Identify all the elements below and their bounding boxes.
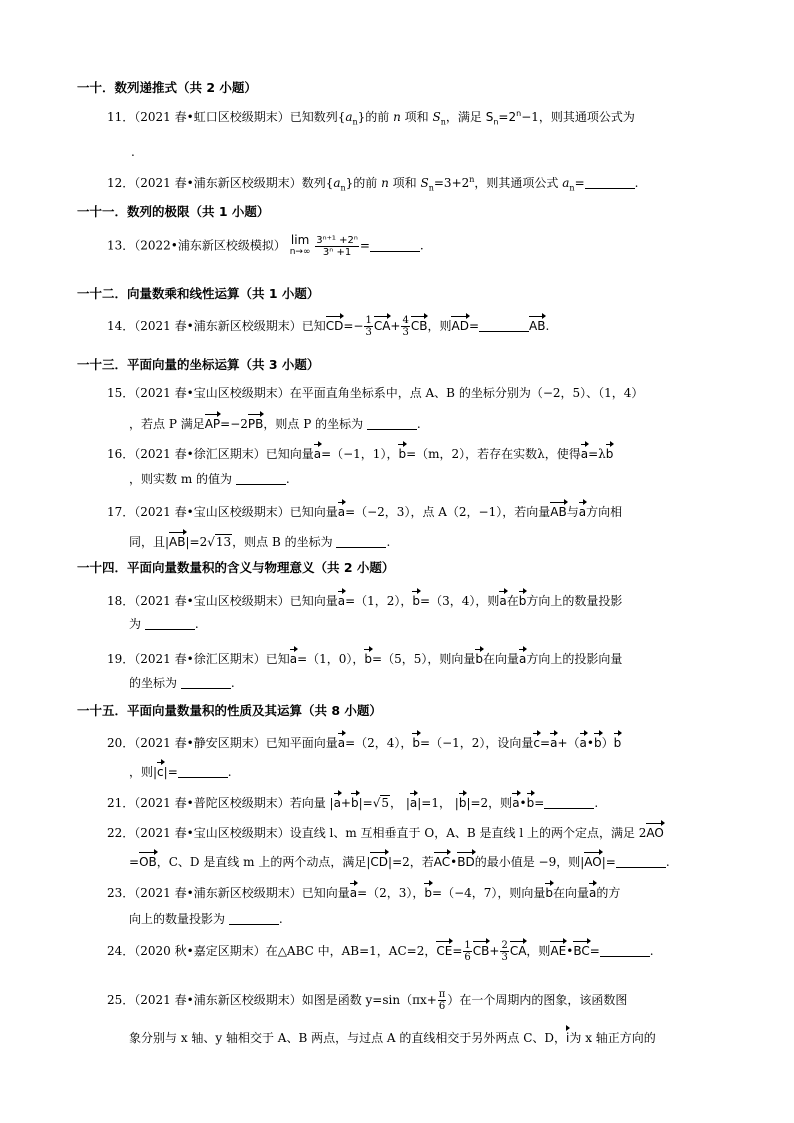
limit-symbol: lim n→∞ xyxy=(289,233,311,257)
answer-blank xyxy=(544,796,594,809)
answer-blank xyxy=(367,417,417,430)
section-title-14: 一十四．平面向量数量积的含义与物理意义（共 2 小题） xyxy=(77,560,395,575)
answer-blank xyxy=(145,617,195,630)
question-19: 19．（2021 春•徐汇区期末）已知a=（1，0），b=（5，5），则向量b在向量a方向上的投影向量 xyxy=(107,647,622,667)
question-22-cont: =OB，C、D 是直线 m 上的两个动点，满足|CD|=2，若AC•BD的最小值是 −9，则|AO|= . xyxy=(129,850,670,870)
question-17-cont: 同，且|AB|=2√13，则点 B 的坐标为 . xyxy=(129,530,390,550)
answer-blank xyxy=(181,676,231,689)
answer-blank xyxy=(370,239,420,252)
question-17: 17．（2021 春•宝山区校级期末）已知向量a=（−2，3），点 A（2，−1），若向量AB与a方向相 xyxy=(107,500,622,520)
answer-blank xyxy=(600,944,650,957)
answer-blank xyxy=(178,765,228,778)
question-16: 16．（2021 春•徐汇区期末）已知向量a=（−1，1），b=（m，2），若存在实数λ，使得a=λb xyxy=(107,442,613,462)
question-18-cont: 为 . xyxy=(129,617,199,631)
section-title-10: 一十．数列递推式（共 2 小题） xyxy=(77,80,257,95)
question-22: 22．（2021 春•宝山区校级期末）设直线 l、m 互相垂直于 O，A、B 是直线 l 上的两个定点，满足 2AO xyxy=(107,821,664,841)
answer-blank xyxy=(236,472,286,485)
question-11-cont: . xyxy=(131,145,135,159)
section-title-11: 一十一．数列的极限（共 1 小题） xyxy=(77,204,270,219)
section-title-15: 一十五．平面向量数量积的性质及其运算（共 8 小题） xyxy=(77,703,382,718)
question-20: 20．（2021 春•静安区期末）已知平面向量a=（2，4），b=（−1，2），设向量c=a+（a•b）b xyxy=(107,731,621,751)
answer-blank xyxy=(336,535,386,548)
question-18: 18．（2021 春•宝山区校级期末）已知向量a=（1，2），b=（3，4），则a在b方向上的数量投影 xyxy=(107,589,622,609)
limit-fraction: $\frac{\text{3ⁿ⁺¹ +2ⁿ}}{\text{3ⁿ +1}}$ xyxy=(316,234,358,258)
section-title-13: 一十三．平面向量的坐标运算（共 3 小题） xyxy=(77,357,320,372)
question-15: 15．（2021 春•宝山区校级期末）在平面直角坐标系中，点 A、B 的坐标分别为（−2，5）、（1，4） xyxy=(107,386,644,400)
answer-blank xyxy=(616,855,666,868)
question-13: 13．（2022•浦东新区校级模拟） lim n→∞ $\frac{\text{3ⁿ⁺¹ +2ⁿ}}{\text{3ⁿ +1}}$ = . xyxy=(107,233,424,258)
question-15-cont: ，若点 P 满足AP=−2PB，则点 P 的坐标为 . xyxy=(129,412,421,432)
answer-blank xyxy=(585,176,635,189)
question-11: 11．（2021 春•虹口区校级期末）已知数列$\{a_n\}$的前 n 项和 $S_n$，满足 $S_n=2^n-1$，则其通项公式为 xyxy=(107,109,635,127)
question-14: 14．（2021 春•浦东新区校级期末）已知CD=− $\frac{1}{3}$ CA+ $\frac{4}{3}$ CB，则AD= AB. xyxy=(107,315,550,338)
question-23-cont: 向上的数量投影为 . xyxy=(129,912,283,926)
answer-blank xyxy=(479,319,529,332)
answer-blank xyxy=(229,912,279,925)
question-25: 25．（2021 春•浦东新区校级期末）如图是函数 y=sin（πx+ $\frac{\pi}{6}$ ）在一个周期内的图象，该函数图 xyxy=(107,989,628,1012)
question-23: 23．（2021 春•浦东新区校级期末）已知向量a=（2，3），b=（−4，7），则向量b在向量a的方 xyxy=(107,881,620,901)
section-title-12: 一十二．向量数乘和线性运算（共 1 小题） xyxy=(77,286,320,301)
question-24: 24．（2020 秋•嘉定区期末）在△ABC 中，AB=1，AC=2，CE= $\frac{1}{6}$ CB+ $\frac{2}{3}$ CA，则AE•BC= . xyxy=(107,940,654,963)
question-21: 21．（2021 春•普陀区校级期末）若向量 |a+b|=√5， |a|=1， |b|=2，则a•b= . xyxy=(107,791,598,811)
question-12: 12．（2021 春•浦东新区校级期末）数列$\{a_n\}$的前 n 项和 $S_n=3+2^n$，则其通项公式 $a_n=$ . xyxy=(107,175,639,193)
question-19-cont: 的坐标为 . xyxy=(129,676,235,690)
question-20-cont: ，则|c|= . xyxy=(129,760,232,780)
question-25-cont: 象分别与 x 轴、y 轴相交于 A、B 两点，与过点 A 的直线相交于另外两点 C、D，i为 x 轴正方向的 xyxy=(129,1026,656,1046)
question-16-cont: ，则实数 m 的值为 . xyxy=(129,472,290,486)
